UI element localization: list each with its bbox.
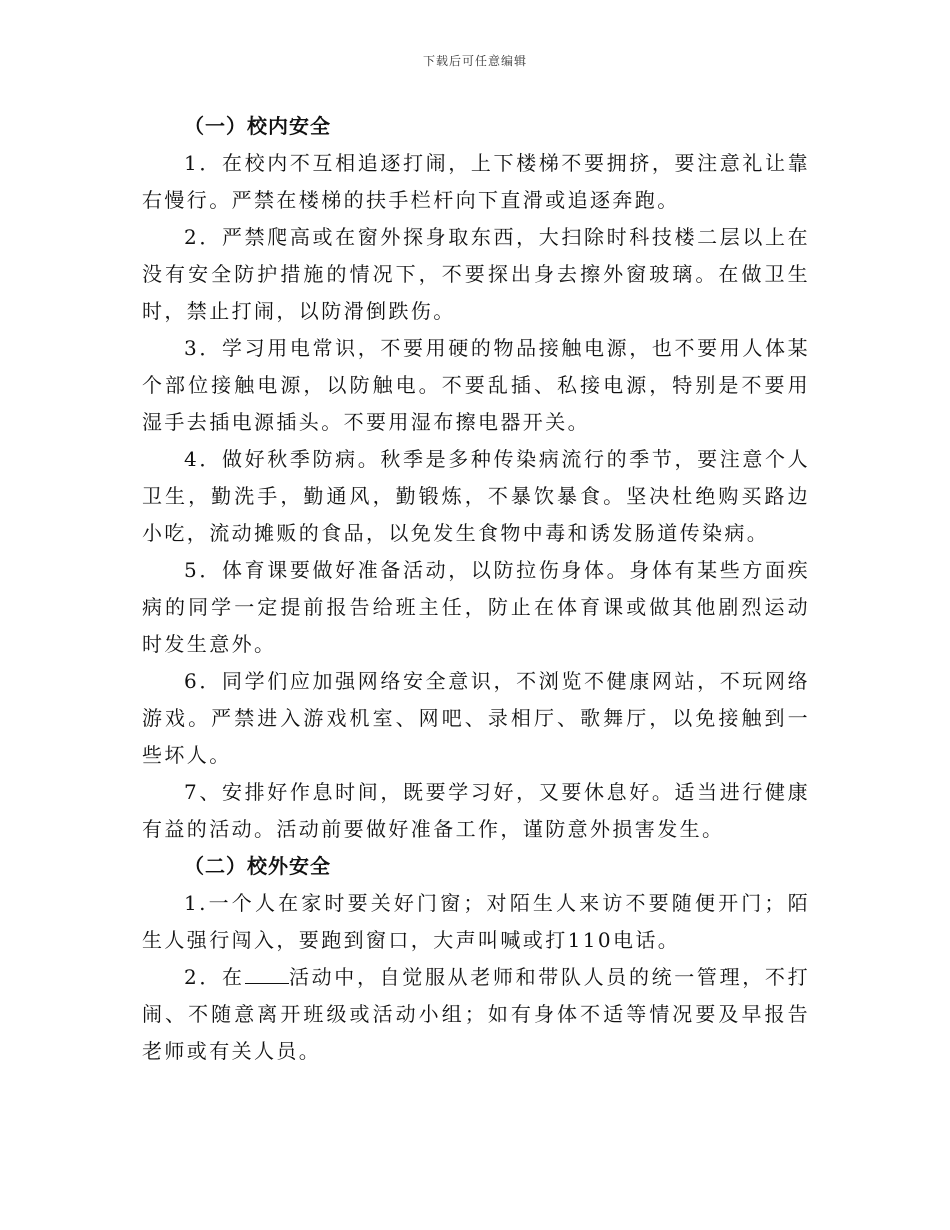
section-heading-campus: （一）校内安全 [184,114,331,138]
offcampus-item-2-before: 2．在 [184,965,245,989]
campus-item-7: 7、安排好作息时间，既要学习好，又要休息好。适当进行健康有益的活动。活动前要做好准备工作，谨防意外损害发生。 [142,780,810,841]
section-heading-offcampus: （二）校外安全 [184,854,331,878]
header-note: 下载后可任意编辑 [422,54,527,68]
campus-item-2: 2．严禁爬高或在窗外探身取东西，大扫除时科技楼二层以上在没有安全防护措施的情况下，不要探出身去擦外窗玻璃。在做卫生时，禁止打闹，以防滑倒跌伤。 [142,225,810,323]
campus-item-6: 6．同学们应加强网络安全意识，不浏览不健康网站，不玩网络游戏。严禁进入游戏机室、网吧、录相厅、歌舞厅，以免接触到一些坏人。 [142,669,810,767]
offcampus-item-2-after: 活动中，自觉服从老师和带队人员的统一管理，不打闹、不随意离开班级或活动小组；如有身体不适等情况要及早报告老师或有关人员。 [142,965,810,1063]
campus-item-5: 5．体育课要做好准备活动，以防拉伤身体。身体有某些方面疾病的同学一定提前报告给班主任，防止在体育课或做其他剧烈运动时发生意外。 [142,558,810,656]
campus-item-3: 3．学习用电常识，不要用硬的物品接触电源，也不要用人体某个部位接触电源，以防触电。不要乱插、私接电源，特别是不要用湿手去插电源插头。不要用湿布擦电器开关。 [142,336,810,434]
campus-item-1: 1．在校内不互相追逐打闹，上下楼梯不要拥挤，要注意礼让靠右慢行。严禁在楼梯的扶手栏杆向下直滑或追逐奔跑。 [142,151,810,212]
document-body [142,108,810,1070]
fill-in-blank [245,965,289,984]
campus-item-4: 4．做好秋季防病。秋季是多种传染病流行的季节，要注意个人卫生，勤洗手，勤通风，勤锻炼，不暴饮暴食。坚决杜绝购买路边小吃，流动摊贩的食品，以免发生食物中毒和诱发肠道传染病。 [142,447,810,545]
offcampus-item-2 [142,959,810,1070]
offcampus-item-1: 1.一个人在家时要关好门窗；对陌生人来访不要随便开门；陌生人强行闯入，要跑到窗口，大声叫喊或打110电话。 [142,891,810,952]
